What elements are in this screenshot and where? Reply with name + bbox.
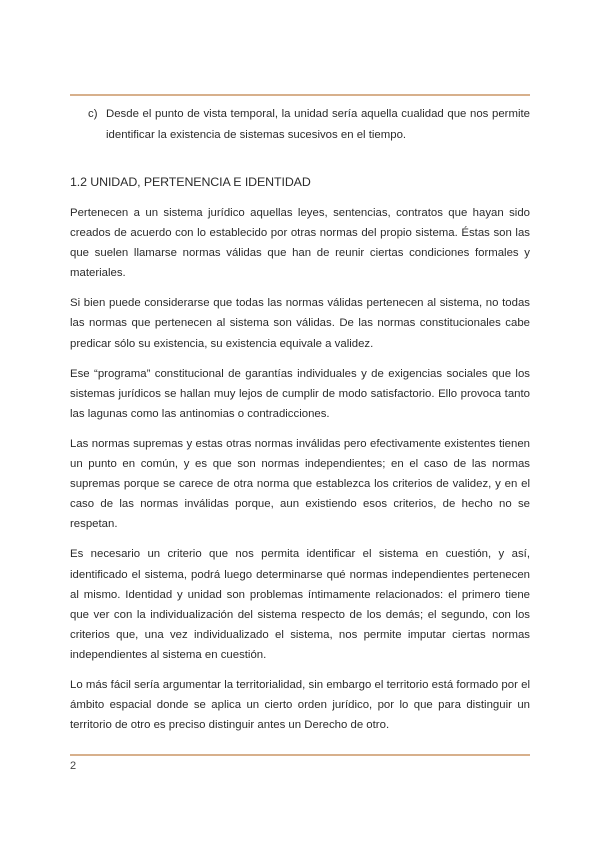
section-heading: 1.2 UNIDAD, PERTENENCIA E IDENTIDAD bbox=[70, 175, 311, 189]
list-item-c bbox=[88, 104, 530, 146]
list-marker: c) bbox=[88, 108, 98, 120]
paragraph-6: Lo más fácil sería argumentar la territorialidad, sin embargo el territorio está formado por el ámbito espacial donde se aplica un cierto orden jurídico, por lo que para distinguir un territorio de otro es preciso distinguir antes un Derecho de otro. bbox=[70, 678, 530, 732]
paragraph-4: Las normas supremas y estas otras normas inválidas pero efectivamente existentes tienen un punto en común, y es que son normas independientes; en el caso de las normas supremas porque se carece de otra norma que establezca los criterios de validez, y en el caso de las normas inválidas porque, aun existiendo esos criterios, de hecho no se respetan. bbox=[70, 437, 530, 531]
footer-rule bbox=[70, 754, 530, 756]
paragraph-3: Ese “programa” constitucional de garantías individuales y de exigencias sociales que los sistemas jurídicos se hallan muy lejos de cumplir de modo satisfactorio. Ello provoca tanto las lagunas como las antinomias o contradicciones. bbox=[70, 367, 530, 420]
header-rule bbox=[70, 94, 530, 96]
list-item-text: Desde el punto de vista temporal, la unidad sería aquella cualidad que nos permite identificar la existencia de sistemas sucesivos en el tiempo. bbox=[106, 108, 530, 141]
paragraph-2: Si bien puede considerarse que todas las normas válidas pertenecen al sistema, no todas las normas que pertenecen al sistema son válidas. De las normas constitucionales cabe predicar sólo su existencia, su existencia equivale a validez. bbox=[70, 297, 530, 350]
body-text bbox=[70, 203, 530, 745]
paragraph-1: Pertenecen a un sistema jurídico aquellas leyes, sentencias, contratos que hayan sido creados de acuerdo con lo establecido por otras normas del propio sistema. Éstas son las que suelen llamarse normas válidas que han de reunir ciertas condiciones formales y materiales. bbox=[70, 207, 530, 280]
paragraph-5: Es necesario un criterio que nos permita identificar el sistema en cuestión, y así, identificado el sistema, podrá luego determinarse qué normas independientes pertenecen al mismo. Identidad y unidad son problemas íntimamente relacionados: el primero tiene que ver con la individualización del sistema respecto de los demás; el segundo, con los criterios que, una vez individualizado el sistema, nos permite imputar ciertas normas independientes al sistema en cuestión. bbox=[70, 548, 530, 661]
page-number: 2 bbox=[70, 760, 77, 772]
